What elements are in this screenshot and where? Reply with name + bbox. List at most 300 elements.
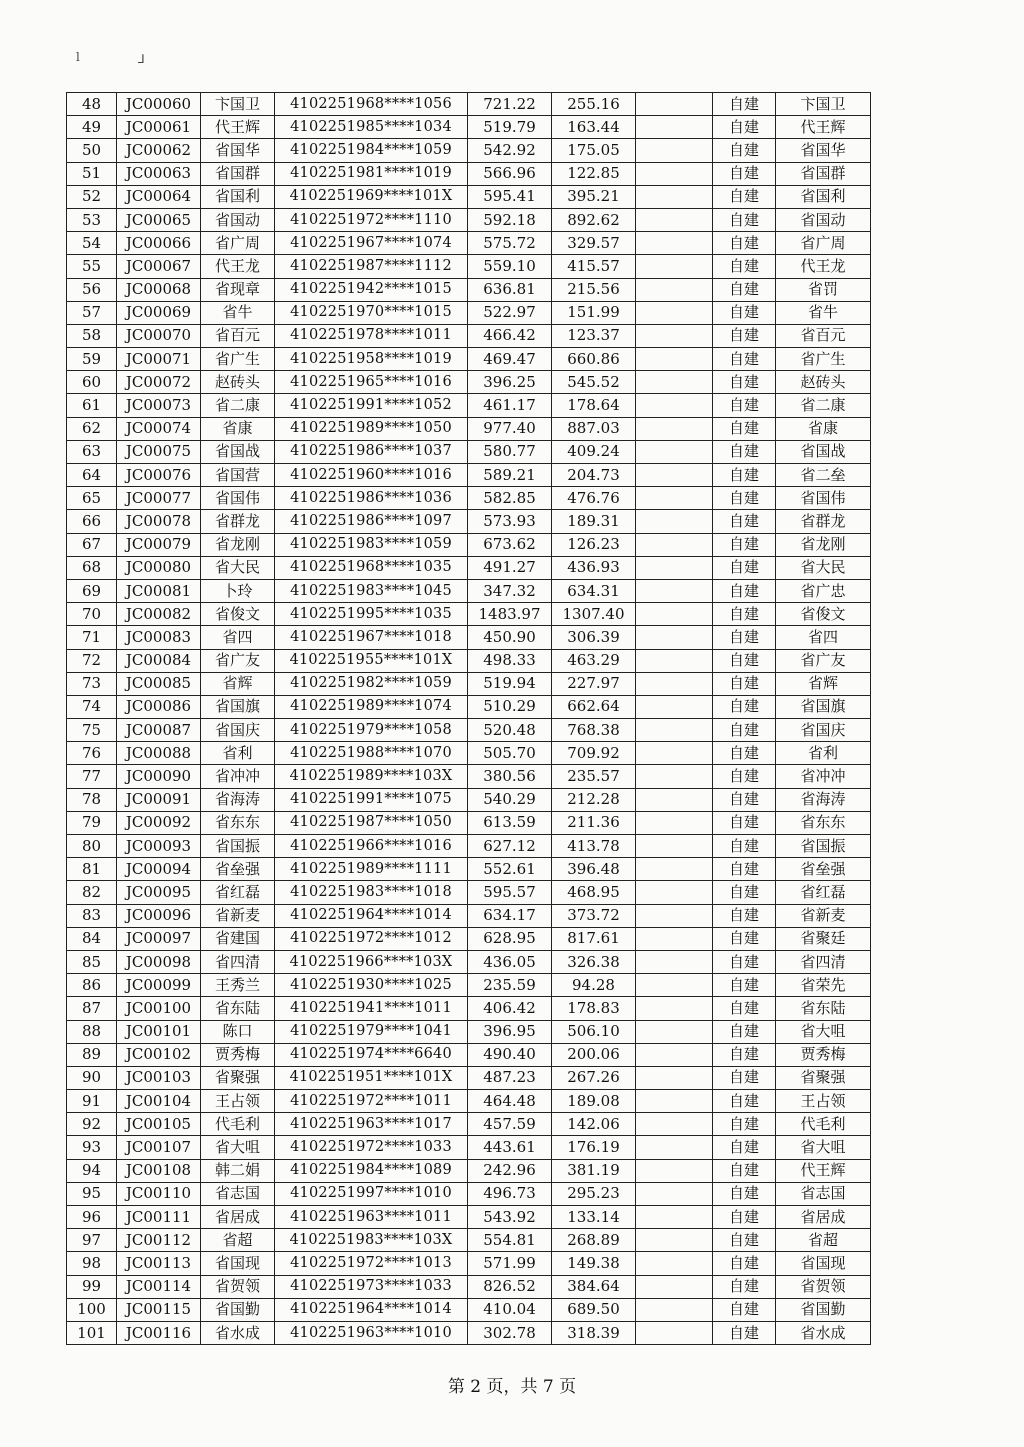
area-building-cell: 768.38 [552,719,636,742]
owner-name-cell: 省新麦 [201,904,275,927]
claimant-name-cell: 省牛 [776,301,871,324]
claimant-name-cell: 代毛利 [776,1113,871,1136]
area-total-cell: 595.57 [468,881,552,904]
build-type-cell: 自建 [713,440,776,463]
id-number-cell: 4102251966****103X [275,950,468,973]
id-number-cell: 4102251966****1016 [275,835,468,858]
owner-name-cell: 省群龙 [201,510,275,533]
owner-name-cell: 省利 [201,742,275,765]
code-cell: JC00073 [117,394,201,417]
row-number-cell: 80 [67,835,117,858]
area-building-cell: 178.83 [552,997,636,1020]
row-number-cell: 70 [67,603,117,626]
table-row [67,162,871,185]
area-total-cell: 573.93 [468,510,552,533]
build-type-cell: 自建 [713,626,776,649]
row-number-cell: 48 [67,93,117,116]
blank-cell-cell [636,997,713,1020]
id-number-cell: 4102251979****1041 [275,1020,468,1043]
area-building-cell: 178.64 [552,394,636,417]
blank-cell-cell [636,324,713,347]
area-building-cell: 163.44 [552,116,636,139]
code-cell: JC00104 [117,1090,201,1113]
owner-name-cell: 省大民 [201,556,275,579]
build-type-cell: 自建 [713,348,776,371]
row-number-cell: 92 [67,1113,117,1136]
area-total-cell: 461.17 [468,394,552,417]
area-building-cell: 396.48 [552,858,636,881]
owner-name-cell: 省国群 [201,162,275,185]
claimant-name-cell: 省国动 [776,208,871,231]
code-cell: JC00111 [117,1206,201,1229]
row-number-cell: 50 [67,139,117,162]
id-number-cell: 4102251991****1052 [275,394,468,417]
row-number-cell: 61 [67,394,117,417]
code-cell: JC00100 [117,997,201,1020]
id-number-cell: 4102251989****1074 [275,695,468,718]
area-total-cell: 520.48 [468,719,552,742]
build-type-cell: 自建 [713,1206,776,1229]
table-row [67,765,871,788]
area-building-cell: 123.37 [552,324,636,347]
blank-cell-cell [636,1229,713,1252]
owner-name-cell: 省牛 [201,301,275,324]
blank-cell-cell [636,1321,713,1344]
code-cell: JC00067 [117,255,201,278]
area-total-cell: 491.27 [468,556,552,579]
id-number-cell: 4102251942****1015 [275,278,468,301]
id-number-cell: 4102251983****1045 [275,579,468,602]
owner-name-cell: 省俊文 [201,603,275,626]
code-cell: JC00108 [117,1159,201,1182]
row-number-cell: 78 [67,788,117,811]
owner-name-cell: 省建国 [201,927,275,950]
area-total-cell: 977.40 [468,417,552,440]
id-number-cell: 4102251963****1017 [275,1113,468,1136]
code-cell: JC00090 [117,765,201,788]
claimant-name-cell: 省利 [776,742,871,765]
row-number-cell: 96 [67,1206,117,1229]
area-total-cell: 469.47 [468,348,552,371]
blank-cell-cell [636,858,713,881]
area-total-cell: 380.56 [468,765,552,788]
row-number-cell: 91 [67,1090,117,1113]
blank-cell-cell [636,1182,713,1205]
table-row [67,719,871,742]
blank-cell-cell [636,603,713,626]
claimant-name-cell: 省大咀 [776,1020,871,1043]
claimant-name-cell: 省冲冲 [776,765,871,788]
blank-cell-cell [636,1043,713,1066]
row-number-cell: 73 [67,672,117,695]
blank-cell-cell [636,1090,713,1113]
owner-name-cell: 省广生 [201,348,275,371]
build-type-cell: 自建 [713,579,776,602]
id-number-cell: 4102251963****1010 [275,1321,468,1344]
owner-name-cell: 省水成 [201,1321,275,1344]
table-row [67,440,871,463]
blank-cell-cell [636,695,713,718]
id-number-cell: 4102251984****1059 [275,139,468,162]
area-building-cell: 267.26 [552,1066,636,1089]
claimant-name-cell: 省海涛 [776,788,871,811]
code-cell: JC00114 [117,1275,201,1298]
owner-name-cell: 代王辉 [201,116,275,139]
code-cell: JC00088 [117,742,201,765]
claimant-name-cell: 代王辉 [776,1159,871,1182]
area-building-cell: 235.57 [552,765,636,788]
build-type-cell: 自建 [713,417,776,440]
area-total-cell: 673.62 [468,533,552,556]
row-number-cell: 100 [67,1298,117,1321]
table-row [67,742,871,765]
build-type-cell: 自建 [713,1113,776,1136]
row-number-cell: 97 [67,1229,117,1252]
row-number-cell: 99 [67,1275,117,1298]
build-type-cell: 自建 [713,1275,776,1298]
area-total-cell: 443.61 [468,1136,552,1159]
owner-name-cell: 贾秀梅 [201,1043,275,1066]
table-row [67,139,871,162]
blank-cell-cell [636,255,713,278]
table-row [67,208,871,231]
build-type-cell: 自建 [713,950,776,973]
id-number-cell: 4102251972****1011 [275,1090,468,1113]
id-number-cell: 4102251983****103X [275,1229,468,1252]
blank-cell-cell [636,1275,713,1298]
area-total-cell: 522.97 [468,301,552,324]
row-number-cell: 84 [67,927,117,950]
area-building-cell: 176.19 [552,1136,636,1159]
row-number-cell: 89 [67,1043,117,1066]
area-total-cell: 466.42 [468,324,552,347]
owner-name-cell: 省国营 [201,464,275,487]
blank-cell-cell [636,185,713,208]
blank-cell-cell [636,464,713,487]
code-cell: JC00083 [117,626,201,649]
blank-cell-cell [636,510,713,533]
code-cell: JC00069 [117,301,201,324]
owner-name-cell: 省国现 [201,1252,275,1275]
area-total-cell: 235.59 [468,974,552,997]
area-total-cell: 613.59 [468,811,552,834]
claimant-name-cell: 省垒强 [776,858,871,881]
table-row [67,626,871,649]
code-cell: JC00097 [117,927,201,950]
code-cell: JC00112 [117,1229,201,1252]
blank-cell-cell [636,649,713,672]
build-type-cell: 自建 [713,487,776,510]
area-building-cell: 689.50 [552,1298,636,1321]
blank-cell-cell [636,278,713,301]
build-type-cell: 自建 [713,1321,776,1344]
owner-name-cell: 省广周 [201,232,275,255]
code-cell: JC00107 [117,1136,201,1159]
area-total-cell: 634.17 [468,904,552,927]
scan-mark-right: ⅃ [138,52,145,66]
build-type-cell: 自建 [713,1066,776,1089]
table-row [67,1298,871,1321]
area-building-cell: 545.52 [552,371,636,394]
table-row [67,556,871,579]
code-cell: JC00092 [117,811,201,834]
table-row [67,1066,871,1089]
build-type-cell: 自建 [713,1043,776,1066]
owner-name-cell: 王秀兰 [201,974,275,997]
table-row [67,1275,871,1298]
blank-cell-cell [636,626,713,649]
code-cell: JC00101 [117,1020,201,1043]
claimant-name-cell: 省聚廷 [776,927,871,950]
area-total-cell: 627.12 [468,835,552,858]
code-cell: JC00085 [117,672,201,695]
table-row [67,695,871,718]
id-number-cell: 4102251972****1012 [275,927,468,950]
area-building-cell: 463.29 [552,649,636,672]
blank-cell-cell [636,811,713,834]
build-type-cell: 自建 [713,324,776,347]
id-number-cell: 4102251965****1016 [275,371,468,394]
owner-name-cell: 省东东 [201,811,275,834]
blank-cell-cell [636,487,713,510]
row-number-cell: 60 [67,371,117,394]
claimant-name-cell: 贾秀梅 [776,1043,871,1066]
id-number-cell: 4102251958****1019 [275,348,468,371]
owner-name-cell: 代毛利 [201,1113,275,1136]
area-building-cell: 709.92 [552,742,636,765]
table-row [67,324,871,347]
build-type-cell: 自建 [713,533,776,556]
build-type-cell: 自建 [713,719,776,742]
table-row [67,185,871,208]
row-number-cell: 90 [67,1066,117,1089]
claimant-name-cell: 省水成 [776,1321,871,1344]
table-row [67,232,871,255]
build-type-cell: 自建 [713,1298,776,1321]
table-row [67,950,871,973]
area-total-cell: 636.81 [468,278,552,301]
code-cell: JC00105 [117,1113,201,1136]
id-number-cell: 4102251955****101X [275,649,468,672]
code-cell: JC00076 [117,464,201,487]
registry-table [66,92,871,1345]
area-building-cell: 200.06 [552,1043,636,1066]
table-row [67,116,871,139]
owner-name-cell: 省辉 [201,672,275,695]
area-total-cell: 457.59 [468,1113,552,1136]
owner-name-cell: 省百元 [201,324,275,347]
owner-name-cell: 省广友 [201,649,275,672]
code-cell: JC00096 [117,904,201,927]
claimant-name-cell: 省国华 [776,139,871,162]
area-total-cell: 505.70 [468,742,552,765]
claimant-name-cell: 省国伟 [776,487,871,510]
build-type-cell: 自建 [713,835,776,858]
blank-cell-cell [636,1113,713,1136]
blank-cell-cell [636,533,713,556]
code-cell: JC00098 [117,950,201,973]
build-type-cell: 自建 [713,1090,776,1113]
row-number-cell: 94 [67,1159,117,1182]
area-total-cell: 542.92 [468,139,552,162]
row-number-cell: 54 [67,232,117,255]
blank-cell-cell [636,139,713,162]
code-cell: JC00103 [117,1066,201,1089]
build-type-cell: 自建 [713,672,776,695]
build-type-cell: 自建 [713,93,776,116]
id-number-cell: 4102251982****1059 [275,672,468,695]
owner-name-cell: 省国华 [201,139,275,162]
id-number-cell: 4102251991****1075 [275,788,468,811]
row-number-cell: 72 [67,649,117,672]
code-cell: JC00070 [117,324,201,347]
code-cell: JC00080 [117,556,201,579]
claimant-name-cell: 省国现 [776,1252,871,1275]
id-number-cell: 4102251983****1018 [275,881,468,904]
area-total-cell: 498.33 [468,649,552,672]
area-total-cell: 347.32 [468,579,552,602]
blank-cell-cell [636,1136,713,1159]
area-building-cell: 413.78 [552,835,636,858]
table-row [67,417,871,440]
area-total-cell: 1483.97 [468,603,552,626]
claimant-name-cell: 赵砖头 [776,371,871,394]
row-number-cell: 64 [67,464,117,487]
claimant-name-cell: 省二康 [776,394,871,417]
claimant-name-cell: 省国群 [776,162,871,185]
id-number-cell: 4102251974****6640 [275,1043,468,1066]
table-row [67,487,871,510]
area-building-cell: 94.28 [552,974,636,997]
table-row [67,927,871,950]
claimant-name-cell: 省广友 [776,649,871,672]
area-building-cell: 255.16 [552,93,636,116]
owner-name-cell: 省国旗 [201,695,275,718]
build-type-cell: 自建 [713,139,776,162]
row-number-cell: 53 [67,208,117,231]
area-building-cell: 436.93 [552,556,636,579]
area-total-cell: 826.52 [468,1275,552,1298]
owner-name-cell: 省四 [201,626,275,649]
id-number-cell: 4102251984****1089 [275,1159,468,1182]
id-number-cell: 4102251968****1035 [275,556,468,579]
build-type-cell: 自建 [713,301,776,324]
code-cell: JC00082 [117,603,201,626]
build-type-cell: 自建 [713,695,776,718]
row-number-cell: 79 [67,811,117,834]
area-total-cell: 519.94 [468,672,552,695]
table-row [67,1043,871,1066]
id-number-cell: 4102251988****1070 [275,742,468,765]
blank-cell-cell [636,1066,713,1089]
row-number-cell: 56 [67,278,117,301]
table-row [67,278,871,301]
area-building-cell: 373.72 [552,904,636,927]
area-building-cell: 204.73 [552,464,636,487]
area-building-cell: 506.10 [552,1020,636,1043]
id-number-cell: 4102251986****1036 [275,487,468,510]
id-number-cell: 4102251987****1112 [275,255,468,278]
claimant-name-cell: 省龙刚 [776,533,871,556]
area-total-cell: 487.23 [468,1066,552,1089]
blank-cell-cell [636,1206,713,1229]
build-type-cell: 自建 [713,255,776,278]
area-total-cell: 566.96 [468,162,552,185]
area-building-cell: 662.64 [552,695,636,718]
id-number-cell: 4102251970****1015 [275,301,468,324]
row-number-cell: 57 [67,301,117,324]
table-row [67,1321,871,1344]
area-building-cell: 151.99 [552,301,636,324]
id-number-cell: 4102251986****1037 [275,440,468,463]
page-footer: 第 2 页，共 7 页 [447,1377,577,1397]
row-number-cell: 71 [67,626,117,649]
id-number-cell: 4102251983****1059 [275,533,468,556]
id-number-cell: 4102251973****1033 [275,1275,468,1298]
claimant-name-cell: 代王龙 [776,255,871,278]
row-number-cell: 69 [67,579,117,602]
blank-cell-cell [636,417,713,440]
build-type-cell: 自建 [713,1252,776,1275]
row-number-cell: 83 [67,904,117,927]
area-total-cell: 575.72 [468,232,552,255]
area-total-cell: 510.29 [468,695,552,718]
owner-name-cell: 省国庆 [201,719,275,742]
claimant-name-cell: 省新麦 [776,904,871,927]
blank-cell-cell [636,974,713,997]
claimant-name-cell: 省广忠 [776,579,871,602]
table-row [67,1113,871,1136]
table-row [67,1206,871,1229]
claimant-name-cell: 省国旗 [776,695,871,718]
row-number-cell: 68 [67,556,117,579]
scan-mark-left: ⅼ [76,50,80,64]
owner-name-cell: 省垒强 [201,858,275,881]
code-cell: JC00115 [117,1298,201,1321]
table-row [67,1159,871,1182]
code-cell: JC00064 [117,185,201,208]
id-number-cell: 4102251963****1011 [275,1206,468,1229]
blank-cell-cell [636,1159,713,1182]
claimant-name-cell: 省二垒 [776,464,871,487]
area-building-cell: 384.64 [552,1275,636,1298]
claimant-name-cell: 省百元 [776,324,871,347]
build-type-cell: 自建 [713,881,776,904]
area-total-cell: 552.61 [468,858,552,881]
claimant-name-cell: 省国振 [776,835,871,858]
table-row [67,255,871,278]
build-type-cell: 自建 [713,185,776,208]
area-building-cell: 409.24 [552,440,636,463]
blank-cell-cell [636,881,713,904]
row-number-cell: 85 [67,950,117,973]
blank-cell-cell [636,788,713,811]
row-number-cell: 63 [67,440,117,463]
row-number-cell: 88 [67,1020,117,1043]
area-building-cell: 381.19 [552,1159,636,1182]
id-number-cell: 4102251964****1014 [275,904,468,927]
build-type-cell: 自建 [713,811,776,834]
blank-cell-cell [636,1298,713,1321]
row-number-cell: 81 [67,858,117,881]
row-number-cell: 67 [67,533,117,556]
area-building-cell: 306.39 [552,626,636,649]
table-row [67,974,871,997]
area-total-cell: 302.78 [468,1321,552,1344]
area-building-cell: 211.36 [552,811,636,834]
id-number-cell: 4102251967****1074 [275,232,468,255]
row-number-cell: 75 [67,719,117,742]
